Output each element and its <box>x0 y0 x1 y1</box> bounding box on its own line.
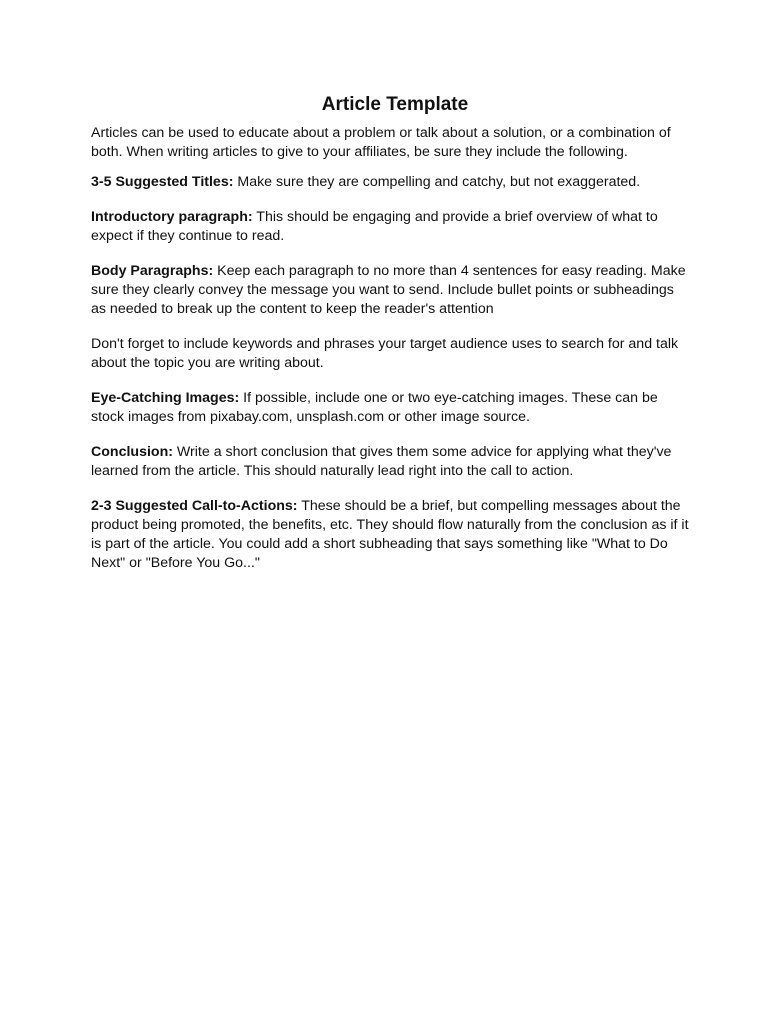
section-text: If possible, include one or two eye-catching images. These can be stock images from pixabay.com, unsplash.com or other image source. <box>91 390 658 425</box>
section-label: Eye-Catching Images: <box>91 390 240 406</box>
section-conclusion <box>91 443 691 481</box>
section-text: Don't forget to include keywords and phrases your target audience uses to search for and talk about the topic you are writing about. <box>91 336 679 371</box>
section-introductory-paragraph <box>91 208 691 246</box>
document-body <box>91 124 691 589</box>
document-title: Article Template <box>321 94 469 115</box>
section-body-paragraphs <box>91 262 691 319</box>
intro-paragraph: Articles can be used to educate about a problem or talk about a solution, or a combination of both. When writing articles to give to your affiliates, be sure they include the following. <box>91 125 671 160</box>
section-text: Write a short conclusion that gives them some advice for applying what they've learned from the article. This should naturally lead right into the call to action. <box>91 444 672 479</box>
section-keywords-note <box>91 335 691 373</box>
section-suggested-titles <box>91 173 691 192</box>
section-text: These should be a brief, but compelling messages about the product being promoted, the benefits, etc. They should flow naturally from the conclusion as if it is part of the article. You could add a short subheading that says something like "What to Do Next" or "Before You Go..." <box>91 498 689 571</box>
section-label: 2-3 Suggested Call-to-Actions: <box>91 498 298 514</box>
section-text: This should be engaging and provide a brief overview of what to expect if they continue to read. <box>91 209 658 244</box>
section-label: Introductory paragraph: <box>91 209 253 225</box>
section-label: Conclusion: <box>91 444 173 460</box>
section-call-to-actions <box>91 497 691 573</box>
section-eye-catching-images <box>91 389 691 427</box>
section-text: Make sure they are compelling and catchy, but not exaggerated. <box>233 174 641 190</box>
section-text: Keep each paragraph to no more than 4 sentences for easy reading. Make sure they clearly convey the message you want to send. Include bullet points or subheadings as needed to break up the content to keep the reader's attention <box>91 263 686 317</box>
section-label: 3-5 Suggested Titles: <box>91 174 234 190</box>
section-label: Body Paragraphs: <box>91 263 214 279</box>
